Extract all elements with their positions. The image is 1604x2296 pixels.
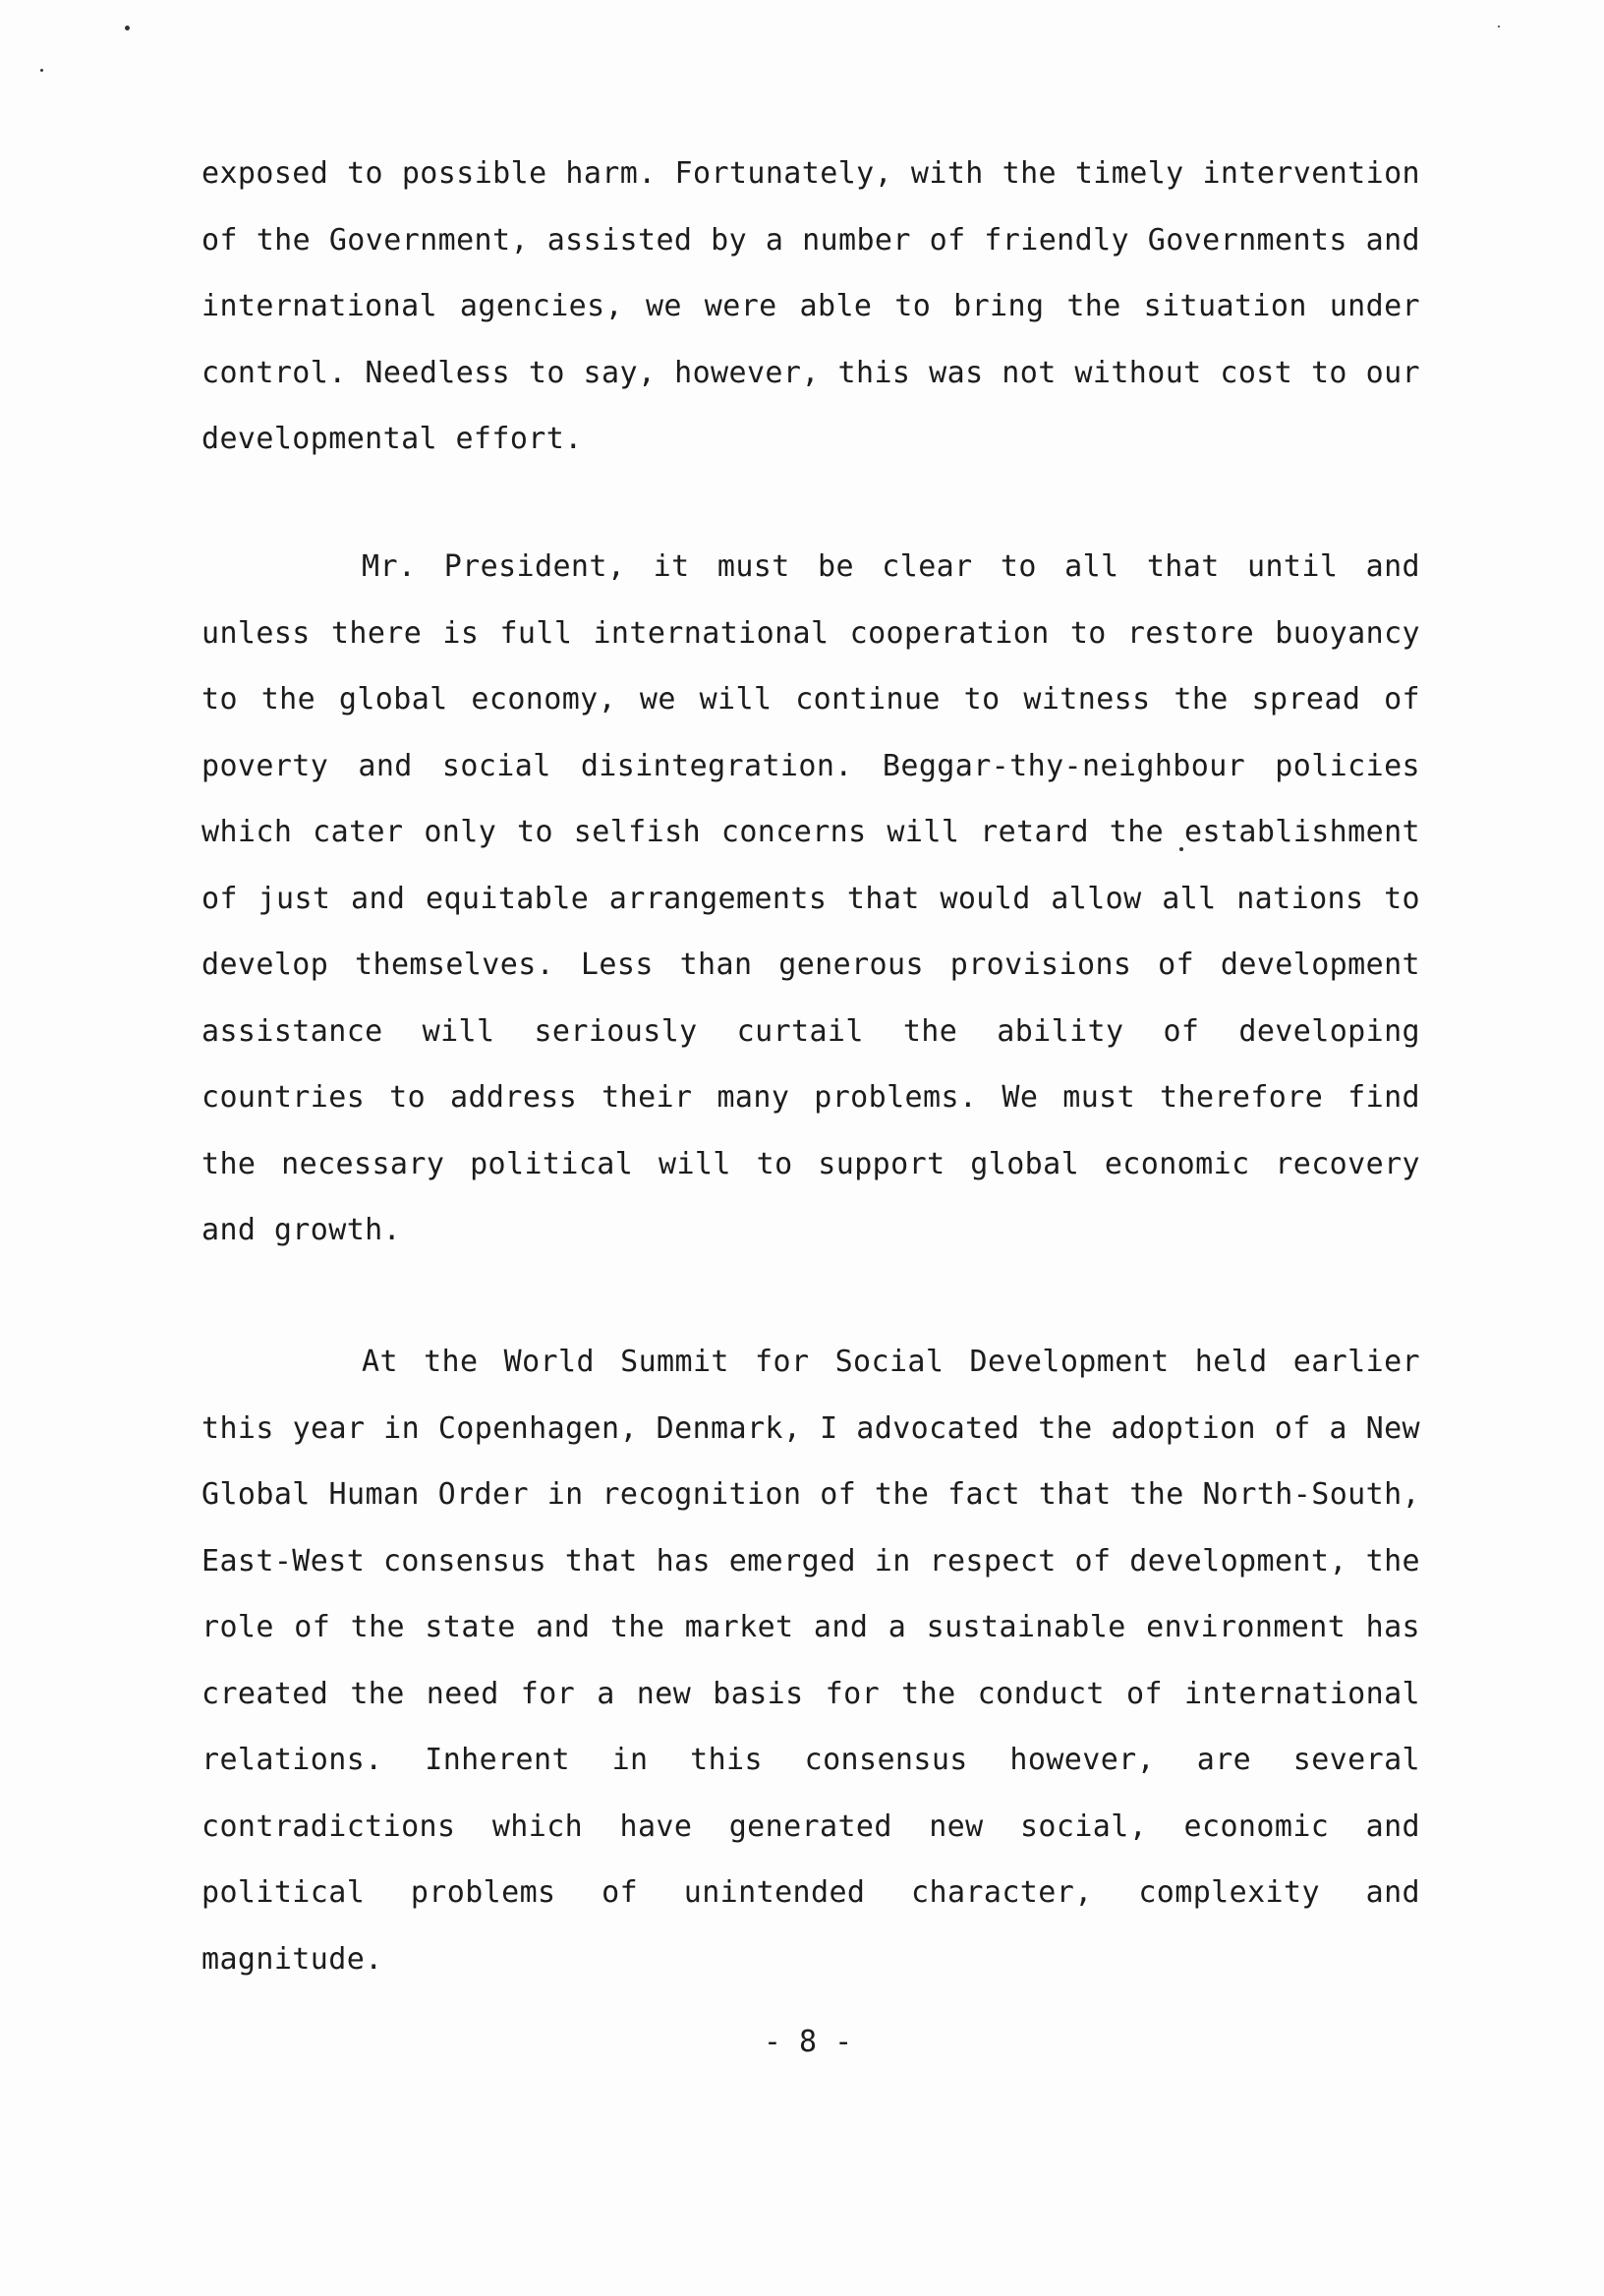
body-paragraph-1 (201, 141, 1420, 473)
page-number: - 8 - (763, 2025, 853, 2059)
body-paragraph-2 (201, 534, 1420, 1264)
paragraph-text: exposed to possible harm. Fortunately, with the timely intervention of the Government, assisted by a number of friendly Governments and international agencies, we were able to bring the situation under control. Needless to say, however, this was not without cost to our developmental effort. (201, 156, 1420, 456)
body-paragraph-3 (201, 1329, 1420, 1992)
paragraph-text: Mr. President, it must be clear to all that until and unless there is full international cooperation to restore buoyancy to the global economy, we will continue to witness the spread of poverty and social disintegration. Beggar-thy-neighbour policies which cater only to selfish concerns will retard the establishment of just and equitable arrangements that would allow all nations to develop themselves. Less than generous provisions of development assistance will seriously curtail the ability of developing countries to address their many problems. We must therefore find the necessary political will to support global economic recovery and growth. (201, 549, 1420, 1247)
paragraph-text: At the World Summit for Social Development held earlier this year in Copenhagen, Denmark, I advocated the adoption of a New Global Human Order in recognition of the fact that the North-South, East-West consensus that has emerged in respect of development, the role of the state and the market and a sustainable environment has created the need for a new basis for the conduct of international relations. Inherent in this consensus however, are several contradictions which have generated new social, economic and political problems of unintended character, complexity and magnitude. (201, 1345, 1420, 1977)
scan-speck (1498, 26, 1500, 28)
scan-speck (125, 26, 130, 30)
scan-speck (40, 69, 43, 72)
